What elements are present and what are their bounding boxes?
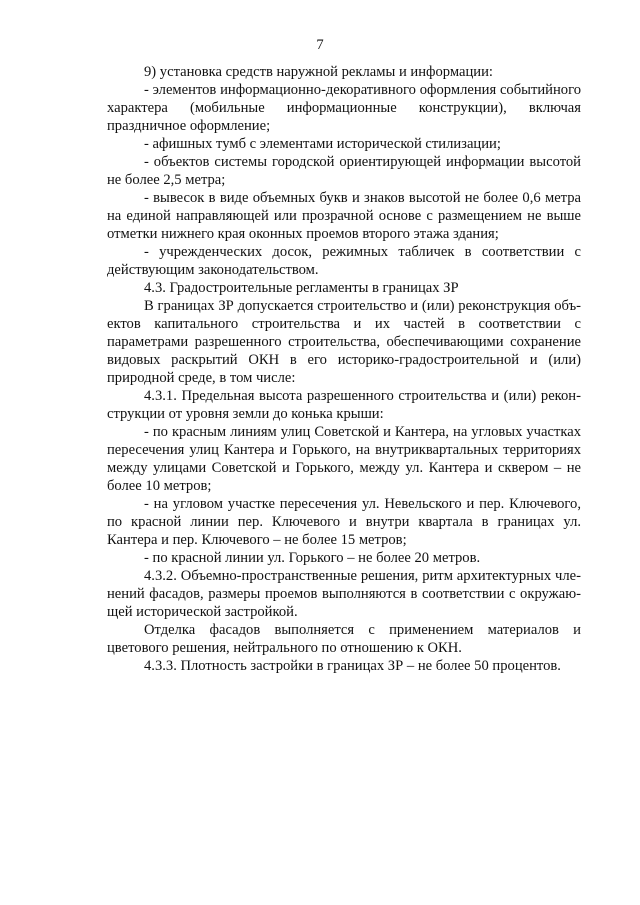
paragraph-4-3-2-volume: 4.3.2. Объемно-пространственные решения, ритм архитектурных членений фасадов, размеры проемов выполняются в соответствии с окружающей исторической застройкой. bbox=[107, 568, 581, 620]
document-body bbox=[107, 63, 581, 675]
paragraph-zr-construction: В границах ЗР допускается строительство и (или) реконструкция объектов капитального строительства и их частей в соответствии с параметрами разрешенного строительства, обеспечивающими сохранение видовых раскрытий ОКН в его историко-градостроительной и (или) природной среде, в том числе: bbox=[107, 298, 581, 386]
paragraph-4-3-3-density: 4.3.3. Плотность застройки в границах ЗР – не более 50 процентов. bbox=[144, 658, 561, 674]
paragraph-orientation-info: - объектов системы городской ориентирующей информации высотой не более 2,5 метра; bbox=[107, 154, 581, 188]
paragraph-4-3-1-height: 4.3.1. Предельная высота разрешенного строительства и (или) реконструкции от уровня земли до конька крыши: bbox=[107, 388, 581, 422]
paragraph-advertising-heading: 9) установка средств наружной рекламы и информации: bbox=[144, 64, 493, 80]
section-heading-4-3: 4.3. Градостроительные регламенты в границах ЗР bbox=[144, 280, 459, 296]
page-number: 7 bbox=[316, 37, 324, 53]
paragraph-height-15m: - на угловом участке пересечения ул. Невельского и пер. Ключевого, по красной линии пер. Ключевого и внутри квартала в границах ул. Кантера и пер. Ключевого – не более 15 метров; bbox=[107, 496, 581, 548]
paragraph-institutional-plaques: - учрежденческих досок, режимных табличек в соответствии с действующим законодательством. bbox=[107, 244, 581, 278]
paragraph-facade-finish: Отделка фасадов выполняется с применением материалов и цветового решения, нейтрального по отношению к ОКН. bbox=[107, 622, 581, 656]
paragraph-poster-columns: - афишных тумб с элементами исторической стилизации; bbox=[144, 136, 501, 152]
paragraph-decorative-elements: - элементов информационно-декоративного оформления событийного характера (мобильные информационные конструкции), включая праздничное оформление; bbox=[107, 82, 581, 134]
paragraph-height-10m: - по красным линиям улиц Советской и Кантера, на угловых участках пересечения улиц Кантера и Горького, на внутриквартальных территориях между улицами Советской и Горького, между ул. Кантера и сквером – не более 10 метров; bbox=[107, 424, 581, 494]
paragraph-signboards: - вывесок в виде объемных букв и знаков высотой не более 0,6 метра на единой направляющей или прозрачной основе с размещением не выше отметки нижнего края оконных проемов второго этажа здания; bbox=[107, 190, 581, 242]
paragraph-height-20m: - по красной линии ул. Горького – не более 20 метров. bbox=[144, 550, 481, 566]
